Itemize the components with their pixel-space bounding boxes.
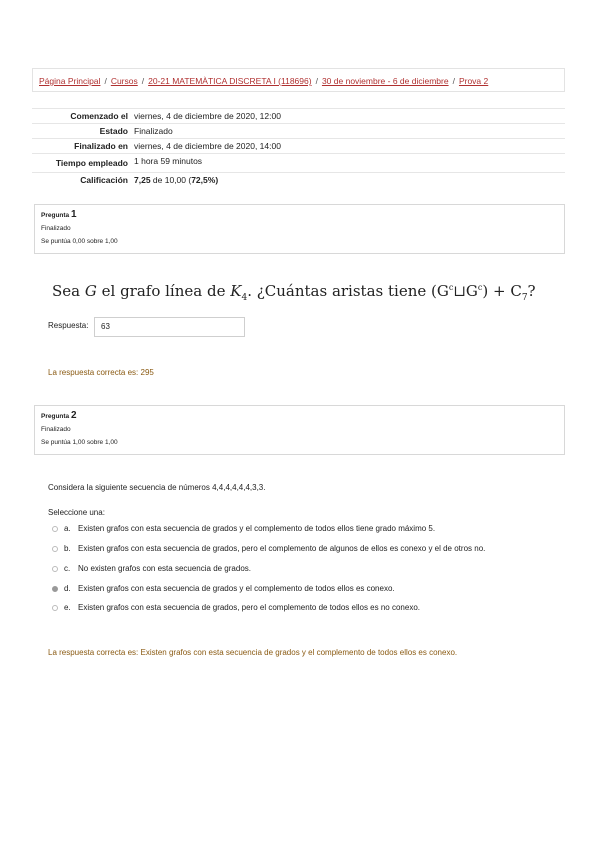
- summary-row-grade: [32, 172, 565, 187]
- math-symbol: G: [84, 282, 97, 300]
- breadcrumb-course-link[interactable]: 20-21 MATEMÀTICA DISCRETA I (118696): [148, 76, 312, 86]
- option-b[interactable]: [52, 544, 485, 553]
- option-a[interactable]: [52, 524, 435, 533]
- question-mark: Se puntúa 1,00 sobre 1,00: [41, 439, 118, 446]
- math-symbol: K: [230, 282, 242, 300]
- math-expression: (G: [431, 282, 449, 300]
- grade-percent: 72,5%: [191, 175, 216, 185]
- summary-key: Tiempo empleado: [55, 158, 128, 168]
- summary-key: Comenzado el: [70, 111, 128, 121]
- option-letter: a.: [64, 524, 71, 533]
- option-text: Existen grafos con esta secuencia de grados y el complemento de todos ellos es conexo.: [78, 584, 395, 593]
- math-expression: ⊔G: [453, 282, 478, 300]
- question-text-part: ?: [527, 282, 536, 300]
- option-letter: e.: [64, 603, 71, 612]
- option-letter: c.: [64, 564, 71, 573]
- option-text: Existen grafos con esta secuencia de grados, pero el complemento de todos ellos es no conexo.: [78, 603, 420, 612]
- breadcrumb-home-link[interactable]: Página Principal: [39, 76, 101, 86]
- question-text-part: . ¿Cuántas aristas tiene: [247, 282, 431, 300]
- option-c[interactable]: [52, 564, 251, 573]
- question-number: [41, 409, 558, 423]
- summary-row-state: [32, 123, 565, 138]
- grade-end: ): [215, 175, 219, 185]
- question-number: [41, 208, 558, 222]
- attempt-summary-table: [32, 108, 565, 187]
- breadcrumb-separator: /: [141, 76, 145, 86]
- summary-value: Finalizado: [134, 126, 173, 136]
- question-mark: Se puntúa 0,00 sobre 1,00: [41, 238, 118, 245]
- summary-key: Estado: [99, 126, 128, 136]
- q2-correct-answer-feedback: La respuesta correcta es: Existen grafos con esta secuencia de grados y el complemento de todos ellos es conexo.: [48, 648, 458, 657]
- option-letter: d.: [64, 584, 71, 593]
- radio-icon[interactable]: [52, 526, 58, 532]
- breadcrumb-separator: /: [452, 76, 455, 86]
- math-expression: ) + C: [482, 282, 522, 300]
- question-state: Finalizado: [41, 426, 71, 433]
- summary-key: Finalizado en: [74, 141, 128, 151]
- summary-row-finished: [32, 138, 565, 153]
- question-1-info: [34, 204, 565, 254]
- option-d[interactable]: [52, 584, 395, 593]
- math-superscript: c: [477, 283, 483, 292]
- summary-key: Calificación: [80, 175, 128, 185]
- option-text: Existen grafos con esta secuencia de grados, pero el complemento de algunos de ellos es conexo y el de otros no.: [78, 544, 486, 553]
- question-text-part: Sea: [52, 282, 85, 300]
- question-2-text: Considera la siguiente secuencia de números 4,4,4,4,4,4,3,3.: [48, 483, 266, 492]
- breadcrumb-separator: /: [104, 76, 107, 86]
- option-text: No existen grafos con esta secuencia de grados.: [78, 564, 251, 573]
- math-subscript: 7: [521, 293, 528, 303]
- summary-value: viernes, 4 de diciembre de 2020, 14:00: [134, 141, 281, 151]
- grade-score: 7,25: [134, 175, 151, 185]
- question-number-value: 1: [70, 209, 77, 220]
- summary-value: viernes, 4 de diciembre de 2020, 12:00: [134, 111, 281, 121]
- select-one-label: Seleccione una:: [48, 508, 105, 517]
- question-2-info: [34, 405, 565, 455]
- breadcrumb-separator: /: [315, 76, 318, 86]
- radio-icon[interactable]: [52, 605, 58, 611]
- summary-row-started: [32, 108, 565, 123]
- q1-correct-answer-feedback: La respuesta correcta es: 295: [48, 368, 154, 377]
- radio-icon[interactable]: [52, 546, 58, 552]
- option-text: Existen grafos con esta secuencia de grados y el complemento de todos ellos tiene grado máximo 5.: [78, 524, 436, 533]
- question-label: Pregunta: [41, 212, 70, 219]
- option-letter: b.: [64, 544, 71, 553]
- grade-value: [132, 173, 218, 187]
- math-superscript: c: [448, 283, 454, 292]
- question-number-value: 2: [70, 410, 77, 421]
- question-label: Pregunta: [41, 413, 70, 420]
- breadcrumb-quiz-link[interactable]: Prova 2: [458, 76, 489, 86]
- option-e[interactable]: [52, 603, 420, 612]
- answer-label: Respuesta:: [48, 321, 89, 330]
- radio-selected-icon[interactable]: [52, 586, 58, 592]
- breadcrumb-week-link[interactable]: 30 de noviembre - 6 de diciembre: [321, 76, 449, 86]
- summary-row-time: [32, 153, 565, 172]
- grade-mid: de 10,00 (: [152, 175, 192, 185]
- math-subscript: 4: [241, 293, 248, 303]
- question-state: Finalizado: [41, 225, 71, 232]
- answer-input[interactable]: 63: [94, 317, 245, 337]
- breadcrumb-courses-link[interactable]: Cursos: [110, 76, 138, 86]
- question-text-part: el grafo línea de: [96, 282, 231, 300]
- radio-icon[interactable]: [52, 566, 58, 572]
- breadcrumb: [32, 68, 565, 92]
- question-1-text: [52, 282, 536, 303]
- summary-value: 1 hora 59 minutos: [134, 156, 203, 166]
